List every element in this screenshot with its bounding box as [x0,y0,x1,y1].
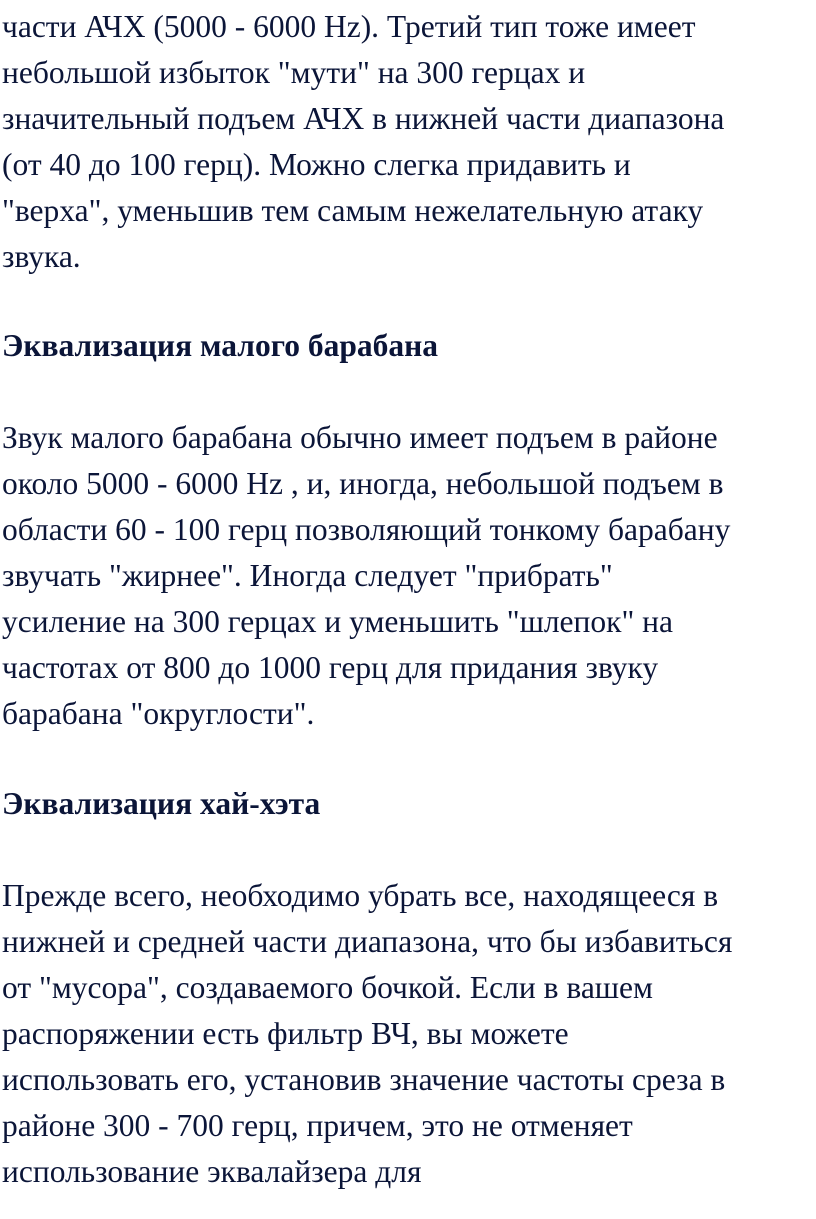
text-line: нижней и средней части диапазона, что бы избавиться [2,924,733,959]
text-line: "верха", уменьшив тем самым нежелательную атаку [2,193,704,228]
text-line: частотах от 800 до 1000 герц для придания звуку [2,650,659,685]
section-heading-hihat-eq: Эквализация хай-хэта [2,786,321,821]
text-line: небольшой избыток "мути" на 300 герцах и [2,55,586,90]
text-line: звучать "жирнее". Иногда следует "прибрать" [2,558,613,593]
text-line: звука. [2,239,81,274]
text-line: около 5000 - 6000 Hz , и, иногда, небольшой подъем в [2,466,724,501]
paragraph-kick-drum-continuation [2,4,724,280]
text-line: части АЧХ (5000 - 6000 Hz). Третий тип тоже имеет [2,9,696,44]
text-line: значительный подъем АЧХ в нижней части диапазона [2,101,725,136]
text-line: области 60 - 100 герц позволяющий тонкому барабану [2,512,731,547]
text-line: от "мусора", создаваемого бочкой. Если в вашем [2,970,653,1005]
text-line: Звук малого барабана обычно имеет подъем в районе [2,420,718,455]
text-line: распоряжении есть фильтр ВЧ, вы можете [2,1016,569,1051]
text-line: усиление на 300 герцах и уменьшить "шлепок" на [2,604,674,639]
text-line: барабана "округлости". [2,696,315,731]
paragraph-hihat-eq [2,873,732,1195]
text-line: использовать его, установив значение частоты среза в [2,1062,726,1097]
text-line: Прежде всего, необходимо убрать все, находящееся в [2,878,719,913]
paragraph-snare-eq [2,415,730,737]
text-line: использование эквалайзера для [2,1154,422,1189]
section-heading-snare-eq: Эквализация малого барабана [2,328,439,363]
text-line: районе 300 - 700 герц, причем, это не отменяет [2,1108,633,1143]
text-line: (от 40 до 100 герц). Можно слегка придавить и [2,147,631,182]
